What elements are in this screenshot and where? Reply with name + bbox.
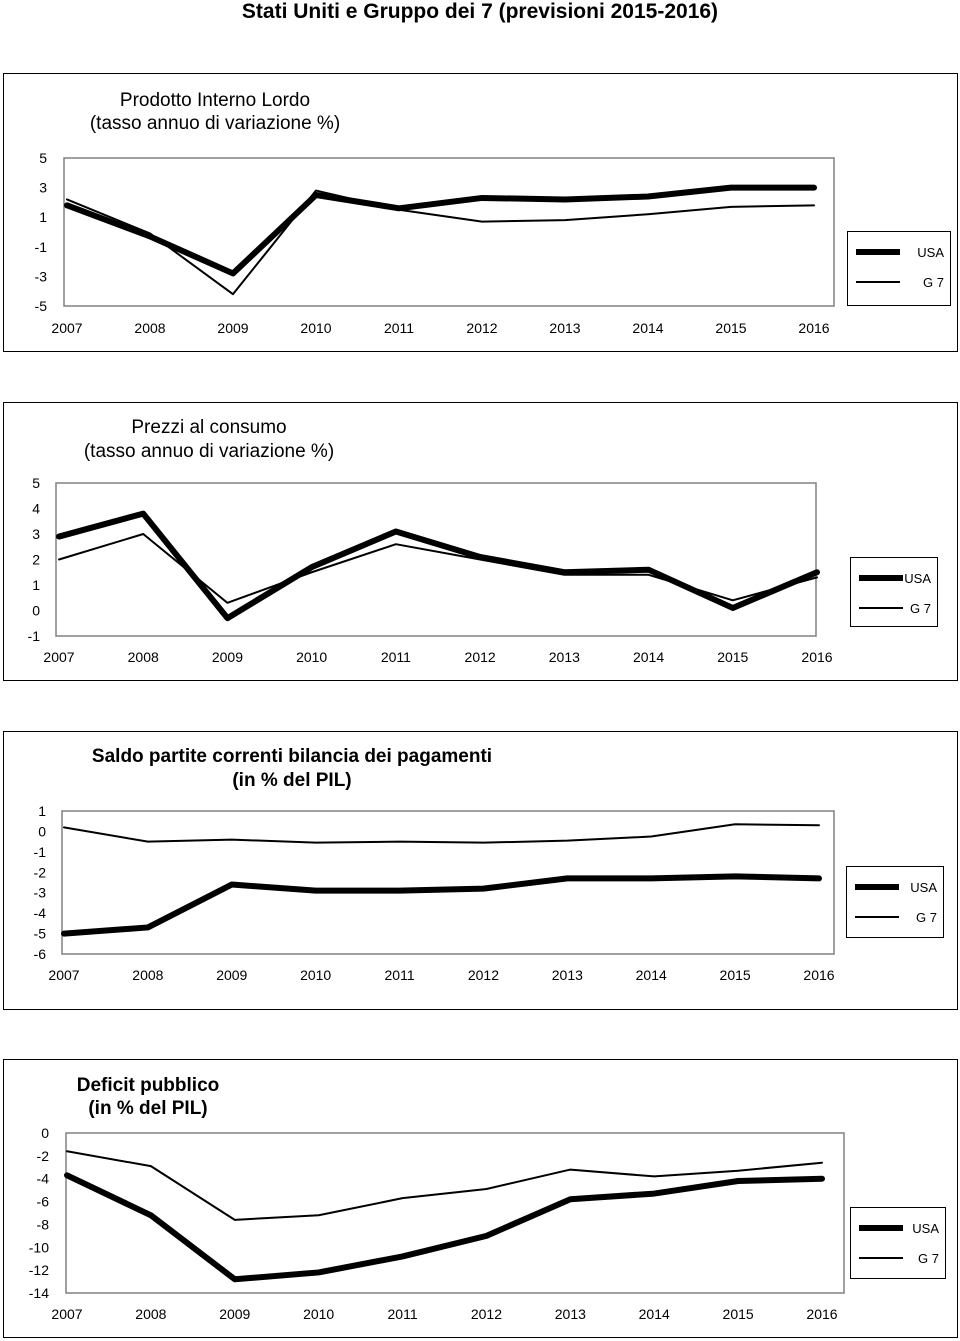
legend <box>846 866 944 938</box>
legend <box>847 231 951 306</box>
y-tick-label: -1 <box>27 628 40 644</box>
x-tick-label: 2015 <box>719 967 751 983</box>
plot-area <box>64 158 834 306</box>
x-tick-label: 2015 <box>722 1306 754 1322</box>
plot-area <box>62 811 834 954</box>
x-tick-label: 2013 <box>551 967 583 983</box>
y-tick-label: -6 <box>33 946 46 962</box>
x-tick-label: 2007 <box>51 320 83 336</box>
series-line-g7 <box>64 824 819 842</box>
y-tick-label: 5 <box>39 150 47 166</box>
chart-panel-public-deficit <box>3 1059 958 1338</box>
chart-panel-consumer-prices <box>3 402 958 681</box>
y-tick-label: -5 <box>33 925 46 942</box>
x-tick-label: 2016 <box>798 320 830 336</box>
series-line-usa <box>67 188 814 274</box>
chart-title: Saldo partite correnti bilancia dei pagamenti <box>91 746 493 767</box>
y-tick-label: 0 <box>38 823 46 840</box>
y-tick-label: -12 <box>28 1262 49 1279</box>
x-tick-label: 2010 <box>296 649 328 665</box>
legend-label: USA <box>910 880 937 895</box>
legend-label: USA <box>904 571 931 586</box>
x-tick-label: 2010 <box>300 967 332 983</box>
x-tick-label: 2008 <box>127 649 159 665</box>
page-title: Stati Uniti e Gruppo dei 7 (previsioni 2015-2016) <box>241 0 719 23</box>
y-tick-label: -6 <box>36 1193 49 1210</box>
x-tick-label: 2012 <box>464 649 496 665</box>
chart-title: Deficit pubblico <box>76 1075 220 1096</box>
chart-panel-current-account <box>3 731 958 1010</box>
x-tick-label: 2016 <box>806 1306 838 1322</box>
public-deficit-line-chart <box>4 1060 959 1339</box>
plot-area <box>56 483 816 636</box>
y-tick-label: 5 <box>32 475 40 491</box>
x-tick-label: 2013 <box>554 1306 586 1322</box>
y-tick-label: 4 <box>32 500 40 517</box>
plot-area <box>66 1133 844 1293</box>
x-tick-label: 2014 <box>632 320 664 336</box>
y-tick-label: -5 <box>34 298 47 314</box>
y-tick-label: -3 <box>33 884 46 901</box>
gdp-line-chart <box>4 74 959 353</box>
y-tick-label: 1 <box>39 209 47 226</box>
x-tick-label: 2008 <box>132 967 164 983</box>
x-tick-label: 2011 <box>387 1306 418 1322</box>
chart-title: (tasso annuo di variazione %) <box>83 441 335 462</box>
legend-label: G 7 <box>910 601 931 616</box>
y-tick-label: -2 <box>36 1147 49 1164</box>
x-tick-label: 2014 <box>632 649 665 665</box>
series-line-usa <box>67 1175 822 1279</box>
y-tick-label: 0 <box>41 1125 49 1141</box>
x-tick-label: 2008 <box>134 320 166 336</box>
x-tick-label: 2007 <box>48 967 80 983</box>
y-tick-label: 0 <box>32 602 40 619</box>
chart-title: Prezzi al consumo <box>131 417 287 438</box>
x-tick-label: 2009 <box>216 967 248 983</box>
legend-label: USA <box>917 245 944 260</box>
y-tick-label: -14 <box>28 1285 49 1301</box>
y-tick-label: 2 <box>32 551 40 568</box>
chart-title: Prodotto Interno Lordo <box>119 90 311 111</box>
x-tick-label: 2010 <box>303 1306 335 1322</box>
y-tick-label: -4 <box>33 905 46 922</box>
x-tick-label: 2012 <box>467 967 500 983</box>
x-tick-label: 2009 <box>219 1306 251 1322</box>
x-tick-label: 2011 <box>383 320 415 336</box>
x-tick-label: 2009 <box>211 649 244 665</box>
y-tick-label: -3 <box>34 268 47 285</box>
y-tick-label: -10 <box>28 1239 49 1256</box>
y-tick-label: 1 <box>38 803 46 819</box>
x-tick-label: 2014 <box>635 967 667 983</box>
series-line-usa <box>59 514 817 619</box>
x-tick-label: 2016 <box>803 967 835 983</box>
legend <box>850 1207 946 1279</box>
x-tick-label: 2015 <box>715 320 747 336</box>
y-tick-label: -2 <box>33 864 46 881</box>
y-tick-label: -1 <box>34 238 47 255</box>
legend-label: G 7 <box>918 1251 939 1266</box>
current-account-line-chart <box>4 732 959 1011</box>
consumer-prices-line-chart <box>4 403 959 682</box>
y-tick-label: -4 <box>36 1170 49 1187</box>
x-tick-label: 2013 <box>549 320 581 336</box>
chart-panel-gdp <box>3 73 958 352</box>
y-tick-label: -8 <box>36 1216 49 1233</box>
x-tick-label: 2016 <box>801 649 833 665</box>
x-tick-label: 2012 <box>470 1306 503 1322</box>
y-tick-label: 3 <box>32 526 40 542</box>
chart-title: (in % del PIL) <box>232 770 352 791</box>
x-tick-label: 2010 <box>300 320 332 336</box>
series-line-usa <box>64 876 819 933</box>
y-tick-label: 1 <box>32 577 40 593</box>
legend-label: G 7 <box>916 910 937 925</box>
x-tick-label: 2007 <box>51 1306 83 1322</box>
legend-label: G 7 <box>923 275 944 290</box>
y-tick-label: 3 <box>39 179 47 196</box>
chart-title: (tasso annuo di variazione %) <box>89 113 341 134</box>
x-tick-label: 2009 <box>217 320 249 336</box>
x-tick-label: 2014 <box>638 1306 670 1322</box>
x-tick-label: 2012 <box>466 320 498 336</box>
x-tick-label: 2011 <box>380 649 411 665</box>
legend <box>850 557 938 627</box>
legend-label: USA <box>912 1221 939 1236</box>
x-tick-label: 2011 <box>384 967 415 983</box>
x-tick-label: 2015 <box>717 649 749 665</box>
y-tick-label: -1 <box>33 843 46 860</box>
x-tick-label: 2008 <box>135 1306 167 1322</box>
chart-title: (in % del PIL) <box>88 1098 208 1119</box>
x-tick-label: 2007 <box>43 649 75 665</box>
x-tick-label: 2013 <box>548 649 580 665</box>
